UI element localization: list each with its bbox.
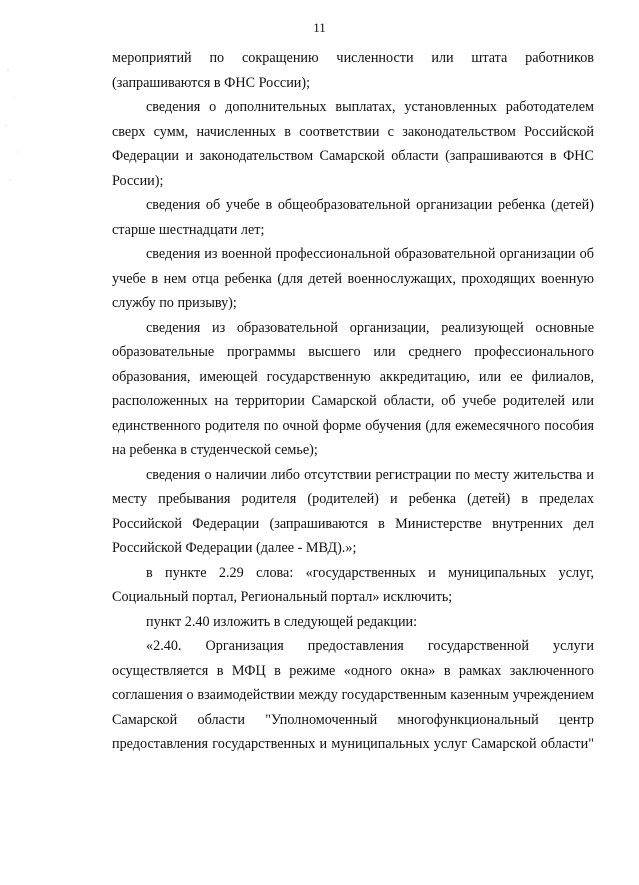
paragraph-continuation: мероприятий по сокращению численности или штата работников (запрашиваются в ФНС России); <box>112 50 594 91</box>
paragraph-clause-2-29: в пункте 2.29 слова: «государственных и муниципальных услуг, Социальный портал, Региональный портал» исключить; <box>112 564 594 605</box>
paragraph-additional-payments: сведения о дополнительных выплатах, установленных работодателем сверх сумм, начисленных в соответствии с законодательством Российской Федерации и законодательством Самарской области (запрашиваются в ФНС России); <box>112 99 594 189</box>
paragraph-military-education: сведения из военной профессиональной образовательной организации об учебе в нем отца ребенка (для детей военнослужащих, проходящих военную службу по призыву); <box>112 246 594 311</box>
paragraph-higher-education: сведения из образовательной организации, реализующей основные образовательные программы высшего или среднего профессионального образования, имеющей государственную аккредитацию, или ее филиалов, расположенных на территории Самарской области, об учебе родителей или единственного родителя по очной форме обучения (для ежемесячного пособия на ребенка в студенческой семье); <box>112 319 594 458</box>
scan-artifact-specks <box>0 60 40 200</box>
paragraph-clause-2-40-text: «2.40. Организация предоставления государственной услуги осуществляется в МФЦ в режиме «одного окна» в рамках заключенного соглашения о взаимодействии между государственным казенным учреждением Самарской области "Уполномоченный многофункциональный центр предоставления государственных и муниципальных услуг Самарской области" <box>112 638 594 752</box>
paragraph-school-study: сведения об учебе в общеобразовательной организации ребенка (детей) старше шестнадцати лет; <box>112 197 594 238</box>
document-body <box>112 46 594 757</box>
paragraph-registration: сведения о наличии либо отсутствии регистрации по месту жительства и месту пребывания родителя (родителей) и ребенка (детей) в пределах Российской Федерации (запрашиваются в Министерстве внутренних дел Российской Федерации (далее - МВД).»; <box>112 466 594 556</box>
page-number: 11 <box>313 20 326 35</box>
paragraph-clause-2-40-intro: пункт 2.40 изложить в следующей редакции: <box>146 613 418 630</box>
